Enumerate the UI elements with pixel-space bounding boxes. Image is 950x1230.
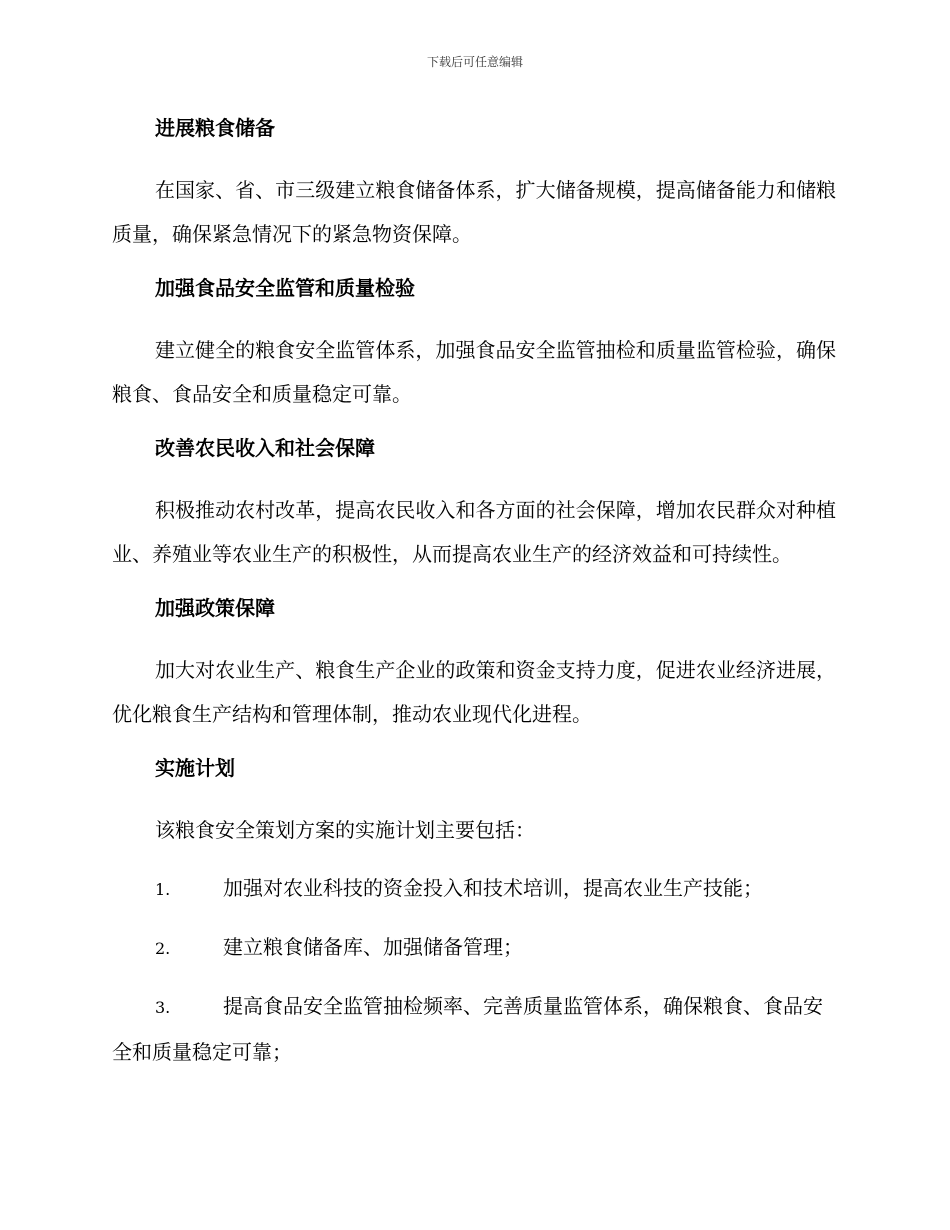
section-heading: 进展粮食储备: [155, 116, 275, 140]
section-heading: 加强食品安全监管和质量检验: [155, 276, 415, 300]
list-item-text: 加强对农业科技的资金投入和技术培训，提高农业生产技能；: [223, 876, 763, 900]
plan-list-item: [112, 866, 836, 912]
plan-heading: 实施计划: [155, 756, 235, 780]
section-paragraph: 在国家、省、市三级建立粮食储备体系，扩大储备规模，提高储备能力和储粮质量，确保紧急情况下的紧急物资保障。: [112, 178, 836, 246]
page-header: 下载后可任意编辑: [426, 55, 523, 69]
list-item-number: 2.: [155, 939, 171, 958]
list-item-text: 提高食品安全监管抽检频率、完善质量监管体系，确保粮食、食品安全和质量稳定可靠；: [112, 994, 823, 1064]
document-body: [112, 110, 836, 1087]
section-paragraph: 积极推动农村改革，提高农民收入和各方面的社会保障，增加农民群众对种植业、养殖业等农业生产的积极性，从而提高农业生产的经济效益和可持续性。: [112, 498, 836, 566]
section-heading: 改善农民收入和社会保障: [155, 436, 375, 460]
section-heading: 加强政策保障: [155, 596, 275, 620]
section-paragraph: 加大对农业生产、粮食生产企业的政策和资金支持力度，促进农业经济进展，优化粮食生产结构和管理体制，推动农业现代化进程。: [112, 658, 836, 726]
plan-intro: 该粮食安全策划方案的实施计划主要包括：: [155, 818, 535, 842]
list-item-number: 1.: [155, 880, 171, 899]
plan-list-item: [112, 984, 836, 1074]
section-paragraph: 建立健全的粮食安全监管体系，加强食品安全监管抽检和质量监管检验，确保粮食、食品安全和质量稳定可靠。: [112, 338, 836, 406]
list-item-number: 3.: [155, 998, 171, 1017]
list-item-text: 建立粮食储备库、加强储备管理；: [223, 935, 523, 959]
plan-list-item: [112, 925, 836, 971]
